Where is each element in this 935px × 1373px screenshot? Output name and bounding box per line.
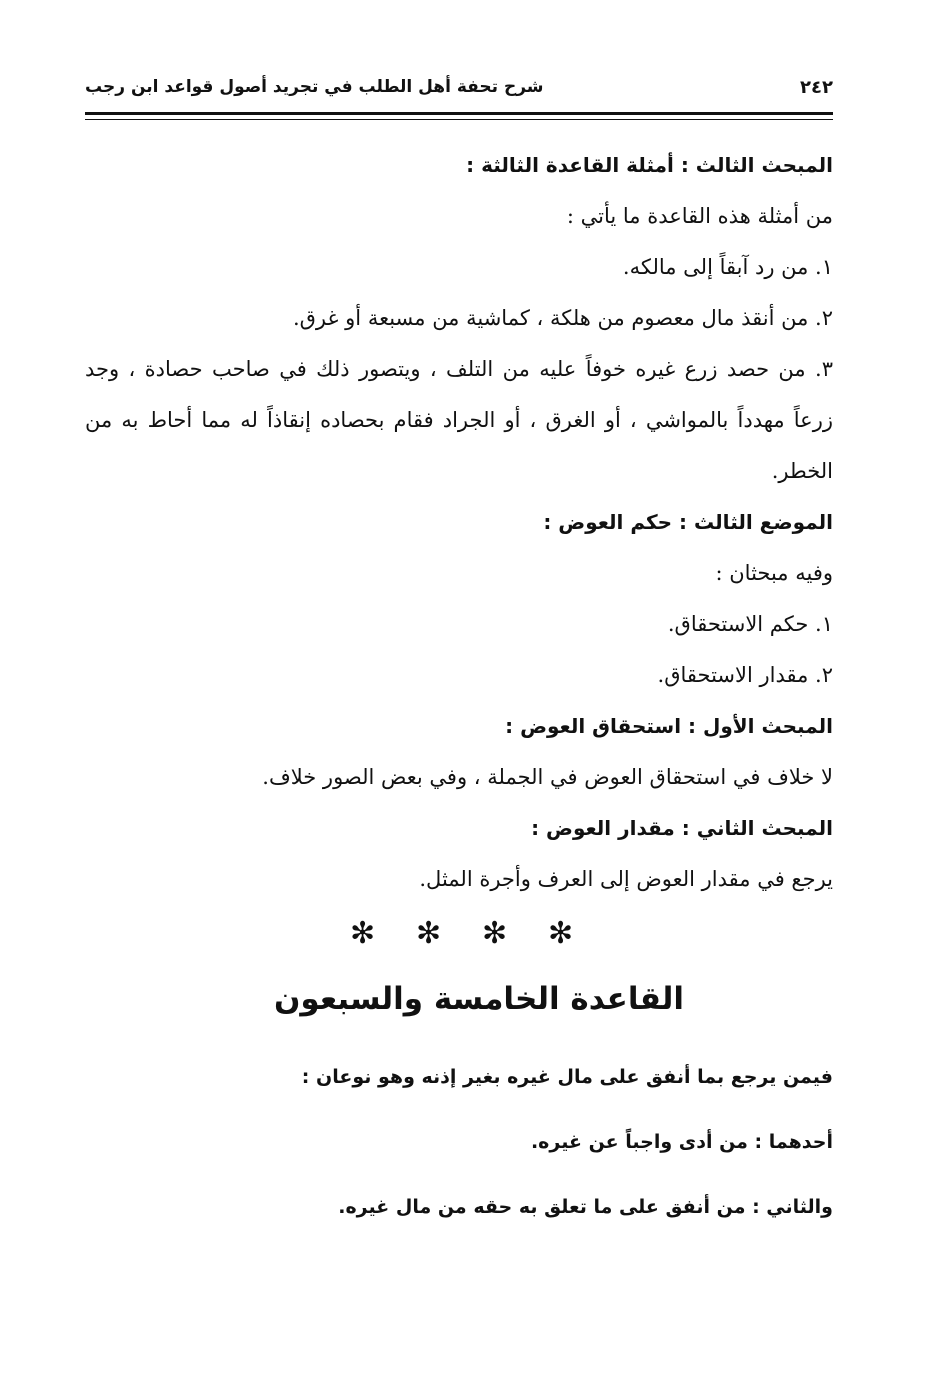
rule-title: القاعدة الخامسة والسبعون: [273, 981, 685, 1017]
header-rule-thick: [85, 112, 833, 115]
list-item: ٢. من أنقذ مال معصوم من هلكة ، كماشية من مسبعة أو غرق.: [292, 306, 833, 330]
asterisk-icon: ✻: [416, 916, 442, 951]
page-header: [85, 72, 833, 102]
paragraph: والثاني : من أنفق على ما تعلق به حقه من مال غيره.: [338, 1196, 833, 1218]
page-body: [85, 140, 833, 1249]
section-heading: المبحث الأول : استحقاق العوض :: [505, 714, 833, 738]
paragraph: فيمن يرجع بما أنفق على مال غيره بغير إذنه وهو نوعان :: [301, 1066, 833, 1088]
paragraph: أحدهما : من أدى واجباً عن غيره.: [530, 1131, 833, 1153]
paragraph: من أمثلة هذه القاعدة ما يأتي :: [566, 204, 833, 228]
paragraph: وفيه مبحثان :: [715, 561, 833, 585]
asterisk-icon: ✻: [350, 916, 376, 951]
asterisk-icon: ✻: [482, 916, 508, 951]
section-separator: [85, 905, 833, 963]
page-number: ٢٤٢: [800, 76, 833, 98]
paragraph: يرجع في مقدار العوض إلى العرف وأجرة المثل.: [419, 867, 833, 891]
section-heading: المبحث الثالث : أمثلة القاعدة الثالثة :: [466, 153, 833, 177]
document-page: [85, 0, 833, 1373]
list-item: ١. من رد آبقاً إلى مالكه.: [622, 255, 833, 279]
paragraph: لا خلاف في استحقاق العوض في الجملة ، وفي بعض الصور خلاف.: [262, 765, 833, 789]
list-item: ٣. من حصد زرع غيره خوفاً عليه من التلف ، ويتصور ذلك في صاحب حصادة ، وجد زرعاً مهدداً بالمواشي ، أو الغرق ، أو الجراد فقام بحصاده إنقاذاً له مما أحاط به من الخطر.: [85, 357, 833, 483]
asterisk-icon: ✻: [548, 916, 574, 951]
section-heading: المبحث الثاني : مقدار العوض :: [531, 816, 833, 840]
running-title: شرح تحفة أهل الطلب في تجريد أصول قواعد ابن رجب: [85, 77, 544, 97]
section-heading: الموضع الثالث : حكم العوض :: [543, 510, 833, 534]
list-item: ٢. مقدار الاستحقاق.: [657, 663, 833, 687]
header-rule-thin: [85, 119, 833, 120]
list-item: ١. حكم الاستحقاق.: [667, 612, 833, 636]
